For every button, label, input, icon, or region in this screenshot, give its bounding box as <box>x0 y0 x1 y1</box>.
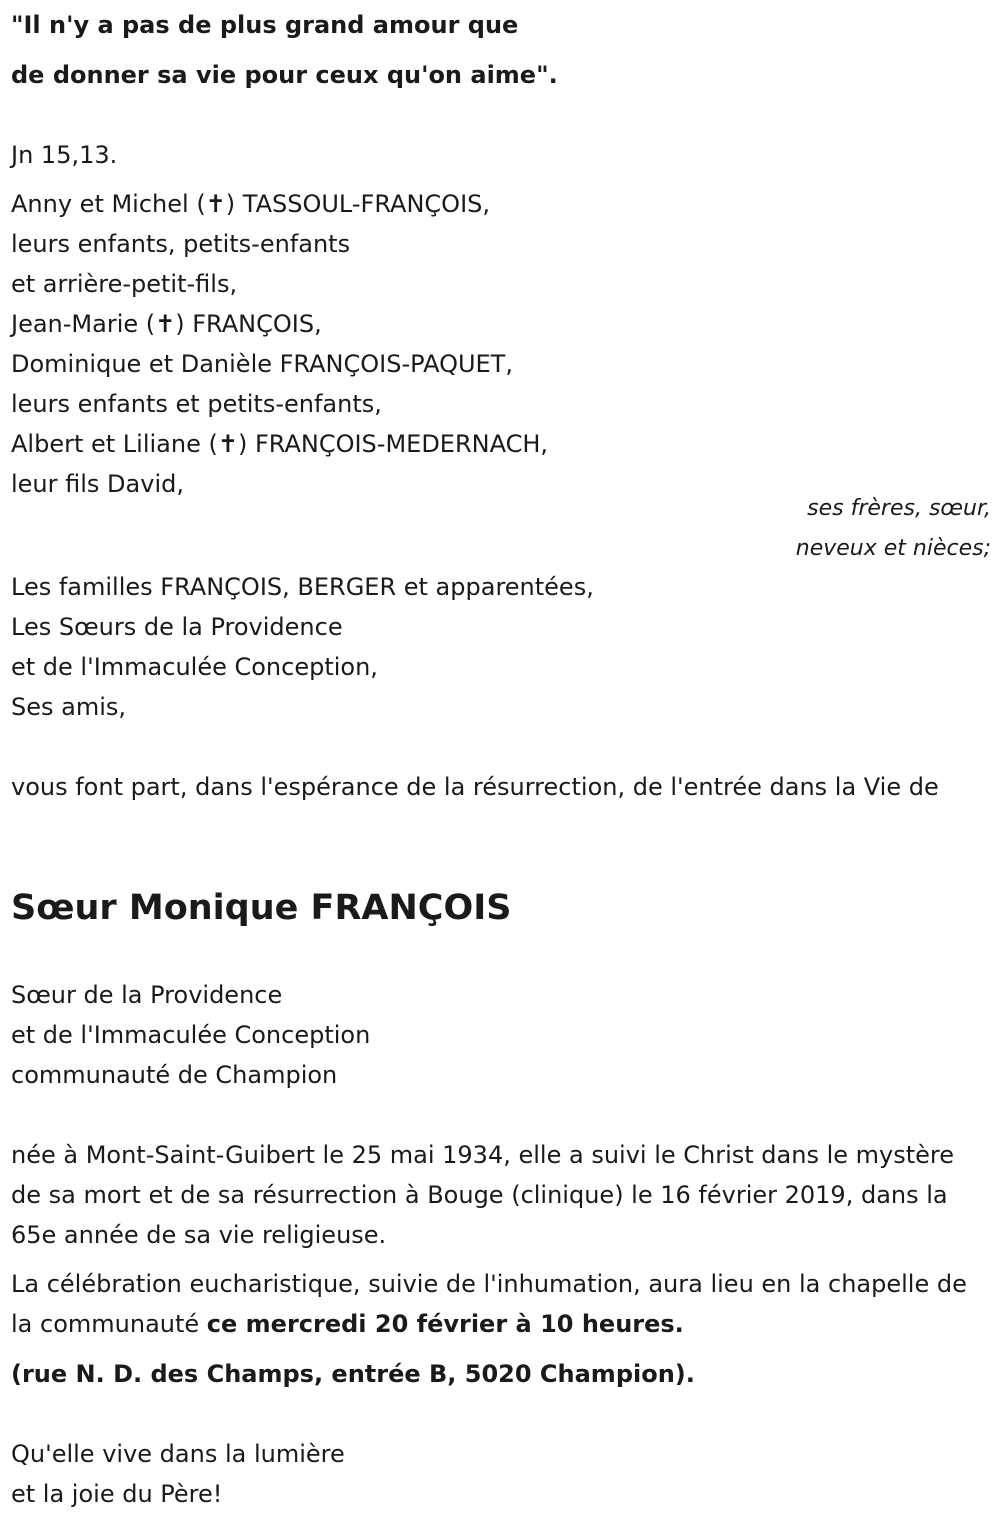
family-line: et arrière-petit-fils, <box>11 270 238 298</box>
birth-death-text: née à Mont-Saint-Guibert le 25 mai 1934, elle a suivi le Christ dans le mystère de sa mort et de sa résurrection à Bouge (clinique) le 16 février 2019, dans la 65e année de sa vie religieuse. <box>11 1141 955 1249</box>
family-line: Anny et Michel (✝) TASSOUL-FRANÇOIS, <box>11 190 491 218</box>
relation-line-1: ses frères, sœur, <box>807 496 991 521</box>
closing-line-2: et la joie du Père! <box>11 1480 223 1508</box>
family-line: leur fils David, <box>11 470 184 498</box>
closing-line-1: Qu'elle vive dans la lumière <box>11 1440 345 1468</box>
congregation-line: et de l'Immaculée Conception <box>11 1021 371 1049</box>
ceremony-paragraph <box>11 1264 971 1344</box>
others-line: Les Sœurs de la Providence <box>11 613 343 641</box>
family-line: Jean-Marie (✝) FRANÇOIS, <box>11 310 322 338</box>
congregation-line: communauté de Champion <box>11 1061 338 1089</box>
others-line: Ses amis, <box>11 693 127 721</box>
quote-reference: Jn 15,13. <box>11 141 118 169</box>
ceremony-address: (rue N. D. des Champs, entrée B, 5020 Champion). <box>11 1360 695 1388</box>
congregation-line: Sœur de la Providence <box>11 981 283 1009</box>
quote-line-2: de donner sa vie pour ceux qu'on aime". <box>11 61 558 89</box>
family-line: Albert et Liliane (✝) FRANÇOIS-MEDERNACH, <box>11 430 549 458</box>
family-line: leurs enfants, petits-enfants <box>11 230 351 258</box>
quote-line-1: "Il n'y a pas de plus grand amour que <box>11 11 519 39</box>
ceremony-text: La célébration eucharistique, suivie de l'inhumation, aura lieu en la chapelle de la communauté <box>11 1270 967 1338</box>
announcement-text: vous font part, dans l'espérance de la résurrection, de l'entrée dans la Vie de <box>11 773 939 801</box>
others-line: Les familles FRANÇOIS, BERGER et apparentées, <box>11 573 594 601</box>
others-line: et de l'Immaculée Conception, <box>11 653 378 681</box>
family-line: leurs enfants et petits-enfants, <box>11 390 382 418</box>
ceremony-time: ce mercredi 20 février à 10 heures. <box>206 1310 684 1338</box>
family-line: Dominique et Danièle FRANÇOIS-PAQUET, <box>11 350 513 378</box>
relation-line-2: neveux et nièces; <box>795 536 991 561</box>
deceased-name: Sœur Monique FRANÇOIS <box>11 888 512 928</box>
